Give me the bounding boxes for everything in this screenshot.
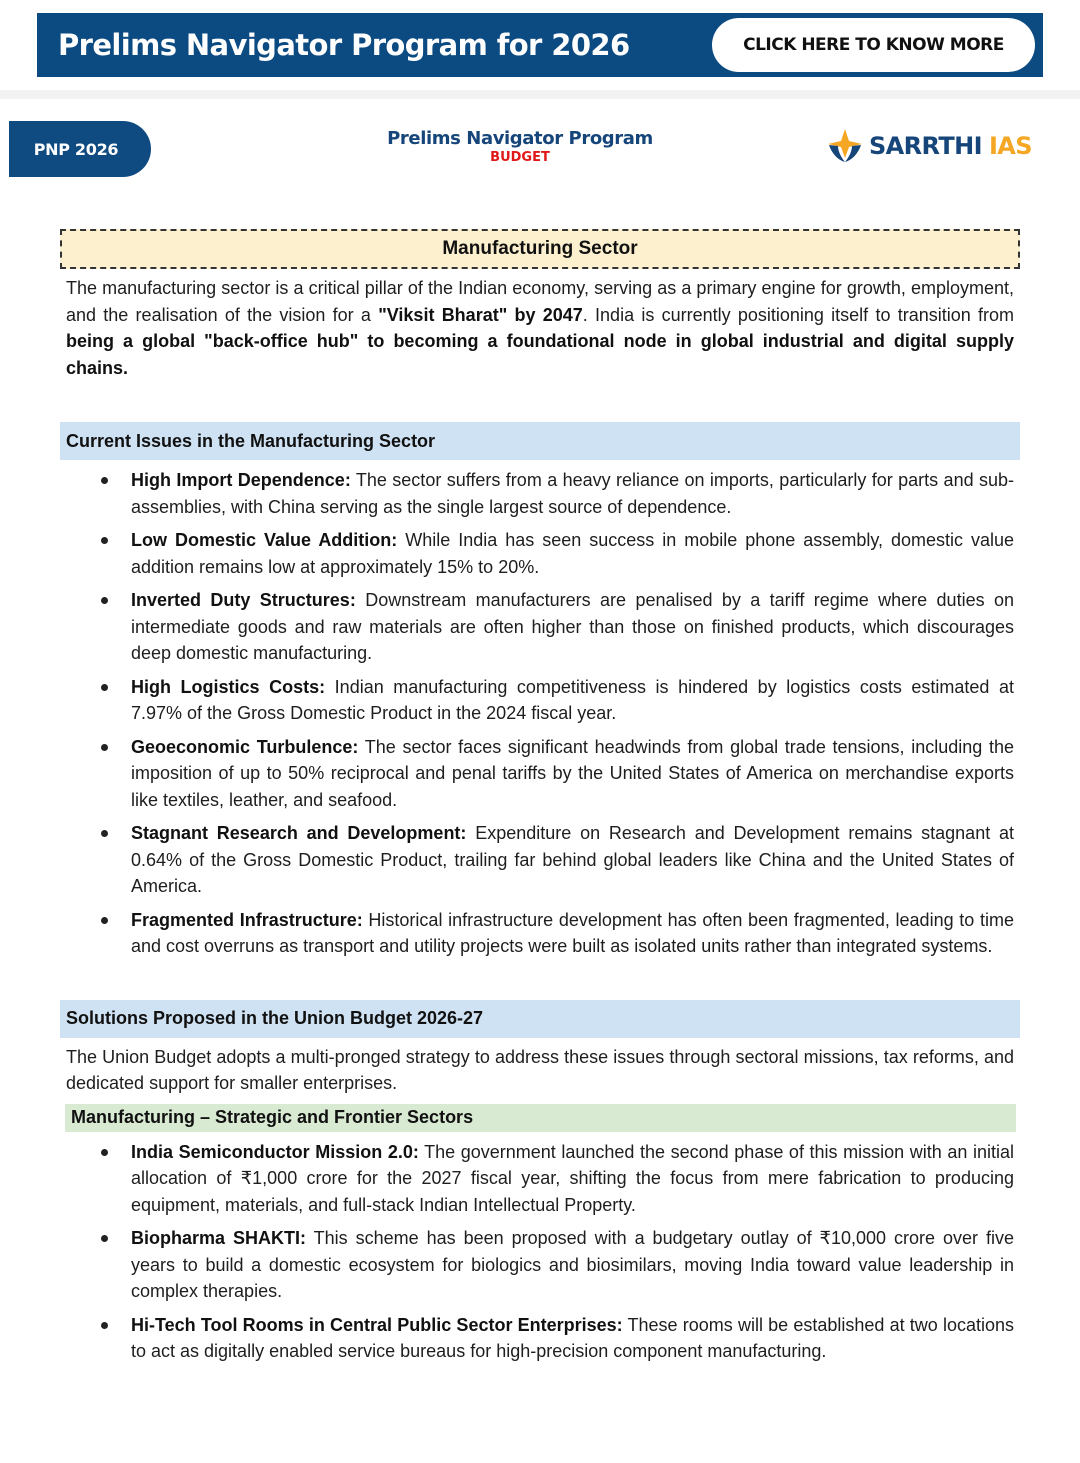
program-subtitle: BUDGET — [490, 150, 550, 165]
list-item: Stagnant Research and Development: Expenditure on Research and Development remains stagnant at 0.64% of the Gross Domestic Product, trailing far behind global leaders like China and the United States of America. — [131, 820, 1014, 900]
intro-paragraph: The manufacturing sector is a critical pillar of the Indian economy, serving as a primary engine for growth, employment, and the realisation of the vision for a "Viksit Bharat" by 2047. India is currently positioning itself to transition from being a global "back-office hub" to becoming a foundational node in global industrial and digital supply chains. — [66, 278, 1014, 378]
solutions-intro: The Union Budget adopts a multi-pronged strategy to address these issues through sectoral missions, tax reforms, and dedicated support for smaller enterprises. — [66, 1046, 1014, 1093]
divider-strip — [0, 90, 1080, 99]
know-more-button[interactable]: CLICK HERE TO KNOW MORE — [712, 18, 1035, 72]
program-title: Prelims Navigator Program — [387, 128, 653, 149]
list-item: Fragmented Infrastructure: Historical infrastructure development has often been fragmented, leading to time and cost overruns as transport and utility projects were built as isolated units rather than integrated systems. — [131, 907, 1014, 960]
list-item: Low Domestic Value Addition: While India has seen success in mobile phone assembly, domestic value addition remains low at approximately 15% to 20%. — [131, 527, 1014, 580]
pnp-badge: PNP 2026 — [9, 121, 151, 177]
promo-title: Prelims Navigator Program for 2026 — [58, 28, 630, 62]
brand-logo — [826, 128, 1032, 164]
section-heading-issues: Current Issues in the Manufacturing Sector — [60, 422, 1020, 460]
promo-banner[interactable] — [37, 13, 1043, 77]
list-item: High Import Dependence: The sector suffers from a heavy reliance on imports, particularly for parts and sub-assemblies, with China serving as the single largest source of dependence. — [131, 467, 1014, 520]
list-item: India Semiconductor Mission 2.0: The government launched the second phase of this mission with an initial allocation of ₹1,000 crore for the 2027 fiscal year, shifting the focus from mere fabrication to producing equipment, materials, and full-stack Indian Intellectual Property. — [131, 1139, 1014, 1219]
list-item: Biopharma SHAKTI: This scheme has been proposed with a budgetary outlay of ₹10,000 crore over five years to build a domestic ecosystem for biologics and biosimilars, moving India toward value leadership in complex therapies. — [131, 1225, 1014, 1305]
solutions-list — [60, 1139, 1020, 1365]
program-header — [360, 128, 680, 165]
subsection-heading-strategic: Manufacturing – Strategic and Frontier Sectors — [65, 1104, 1016, 1132]
list-item: Inverted Duty Structures: Downstream manufacturers are penalised by a tariff regime where duties on intermediate goods and raw materials are often higher than those on finished products, which discourages deep domestic manufacturing. — [131, 587, 1014, 667]
list-item: Hi-Tech Tool Rooms in Central Public Sector Enterprises: These rooms will be established at two locations to act as digitally enabled service bureaus for high-precision component manufacturing. — [131, 1312, 1014, 1365]
document-body — [60, 229, 1020, 1365]
section-heading-solutions: Solutions Proposed in the Union Budget 2026-27 — [60, 1000, 1020, 1038]
issues-list — [60, 467, 1020, 960]
brand-name: SARRTHI IAS — [869, 132, 1032, 160]
list-item: High Logistics Costs: Indian manufacturing competitiveness is hindered by logistics costs estimated at 7.97% of the Gross Domestic Product in the 2024 fiscal year. — [131, 674, 1014, 727]
list-item: Geoeconomic Turbulence: The sector faces significant headwinds from global trade tensions, including the imposition of up to 50% reciprocal and penal tariffs by the United States of America on merchandise exports like textiles, leather, and seafood. — [131, 734, 1014, 814]
star-compass-icon — [826, 128, 864, 164]
document-title: Manufacturing Sector — [60, 229, 1020, 269]
